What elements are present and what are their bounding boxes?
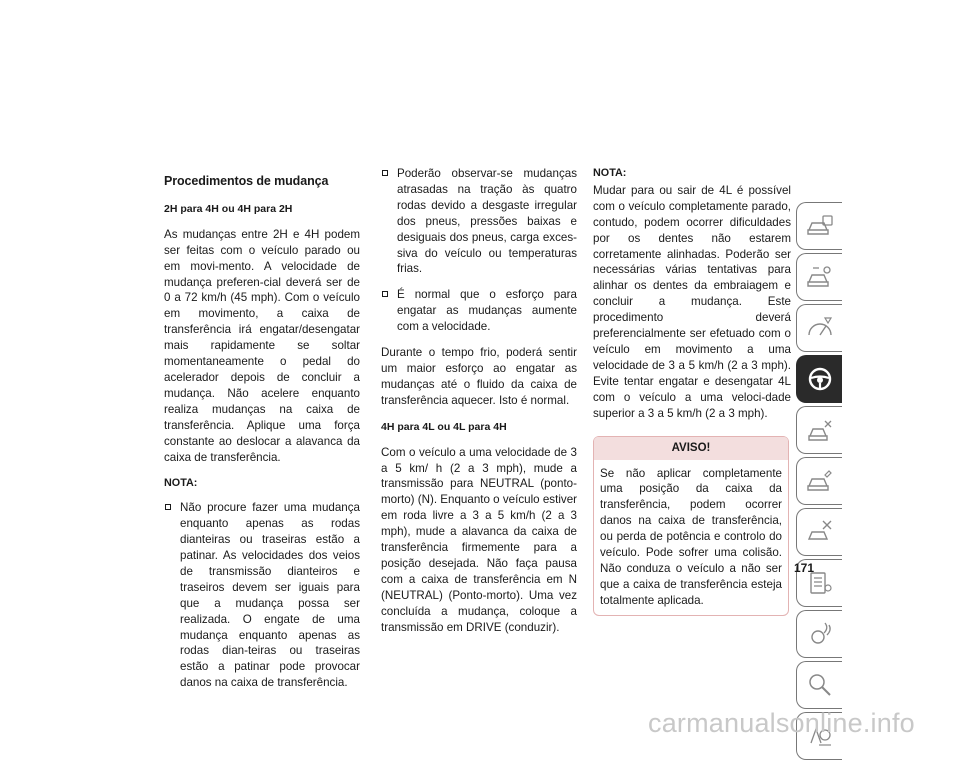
car-emergency-icon	[805, 466, 835, 496]
car-crash-icon	[805, 415, 835, 445]
dashboard-gauge-icon	[805, 313, 835, 343]
tab-dashboard[interactable]	[796, 304, 842, 352]
bullet-text: É normal que o esforço para engatar as mudanças aumente com a velocidade.	[397, 288, 577, 334]
nota-label: NOTA:	[593, 167, 627, 179]
column-left	[164, 168, 360, 701]
bullet-text: Não procure fazer uma mudança enquanto apenas as rodas dianteiras ou traseiras estão a patinar. As velocidades dos veios de transmissão dianteiros e traseiros devem ser iguais para que a mudança possa ser realizada. O engate de uma mudança enquanto apenas as rodas dian-teiras ou traseiras estão a patinar pode provocar danos na caixa de transferência.	[180, 501, 360, 690]
tab-steering-wheel[interactable]	[796, 355, 842, 403]
tab-car-crash[interactable]	[796, 406, 842, 454]
bullet-square-icon	[382, 170, 388, 176]
bullet-item	[381, 166, 577, 277]
bullet-text: Poderão observar-se mudanças atrasadas na tração às quatro rodas devido a desgaste irregular dos pneus, pressões baixas e desiguais dos pneus, carga exces-siva do veículo ou temperaturas frias.	[397, 167, 577, 276]
tab-car-info[interactable]	[796, 202, 842, 250]
warning-box	[593, 436, 789, 616]
watermark: carmanualsonline.info	[648, 708, 915, 738]
car-service-icon	[805, 517, 835, 547]
bullet-square-icon	[382, 291, 388, 297]
multimedia-icon	[805, 619, 835, 649]
chapter-tabs	[796, 202, 842, 763]
warning-text: Se não aplicar completamente uma posição da caixa da transferência, podem ocorrer danos na caixa de transferência, ou perda de potência e controlo do veículo. Pode sofrer uma colisão. Não conduza o veículo a não ser que a caixa de transferência esteja totalmente aplicada.	[600, 466, 782, 607]
tab-search-index[interactable]	[796, 661, 842, 709]
car-key-icon	[805, 262, 835, 292]
car-info-icon	[805, 211, 835, 241]
column-middle	[381, 166, 577, 646]
tab-multimedia[interactable]	[796, 610, 842, 658]
bullet-square-icon	[165, 504, 171, 510]
warning-title: AVISO!	[594, 437, 788, 460]
search-index-icon	[805, 670, 835, 700]
tab-car-service[interactable]	[796, 508, 842, 556]
paragraph-2h-4h: As mudanças entre 2H e 4H podem ser feitas com o veículo parado ou em movi-mento. A velocidade de mudança preferen-cial deverá ser de 0 a 72 km/h (45 mph). Com o veículo em movimento, a caixa de transferência irá engatar/desengatar mais rapidamente se soltar momentaneamente o pedal do acelerador depois de concluir a mudança. Não acelere enquanto realiza mudanças na caixa de transferência. Aplique uma força constante ao deslocar a alavanca da caixa de transferência.	[164, 227, 360, 464]
subheading-4h-4l: 4H para 4L ou 4L para 4H	[381, 420, 507, 433]
tab-car-emergency[interactable]	[796, 457, 842, 505]
paragraph-4l-note: Mudar para ou sair de 4L é possível com o veículo completamente parado, contudo, podem ocorrer dificuldades por os dentes não estarem corretamente alinhadas. Poderão ser necessárias várias tentativas para alinhar os dentes da embraiagem e concluir a mudança. Este procedimento deverá preferencialmente ser efetuado com o veículo em movimento a uma velocidade de 3 a 5 km/h (2 a 3 mph). Evite tentar engatar e desengatar 4L com o veículo a uma veloci-dade superior a 3 a 5 km/h (2 a 3 mph).	[593, 183, 791, 420]
section-heading: Procedimentos de mudança	[164, 174, 329, 188]
paragraph-cold-weather: Durante o tempo frio, poderá sentir um maior esforço ao engatar as mudanças até o fluido da caixa de transferência aquecer. Isto é normal.	[381, 346, 577, 407]
steering-wheel-icon	[805, 364, 835, 394]
column-right	[593, 166, 791, 616]
tab-car-key[interactable]	[796, 253, 842, 301]
nota-label: NOTA:	[164, 477, 198, 490]
subheading-2h-4h: 2H para 4H ou 4H para 2H	[164, 202, 293, 215]
bullet-item	[381, 287, 577, 335]
page-number: 171	[794, 561, 815, 575]
paragraph-4h-4l: Com o veículo a uma velocidade de 3 a 5 km/ h (2 a 3 mph), mude a transmissão para NEUTRAL (ponto-morto) (N). Enquanto o veículo estiver em roda livre a 3 a 5 km/h (2 a 3 mph), mude a alavanca da caixa de transferência firmemente para a posição desejada. Não faça pausa com a caixa de transferência em N (NEUTRAL) (Ponto-morto). Uma vez concluída a mudança, coloque a transmissão em DRIVE (conduzir).	[381, 445, 577, 634]
bullet-item	[164, 500, 360, 691]
